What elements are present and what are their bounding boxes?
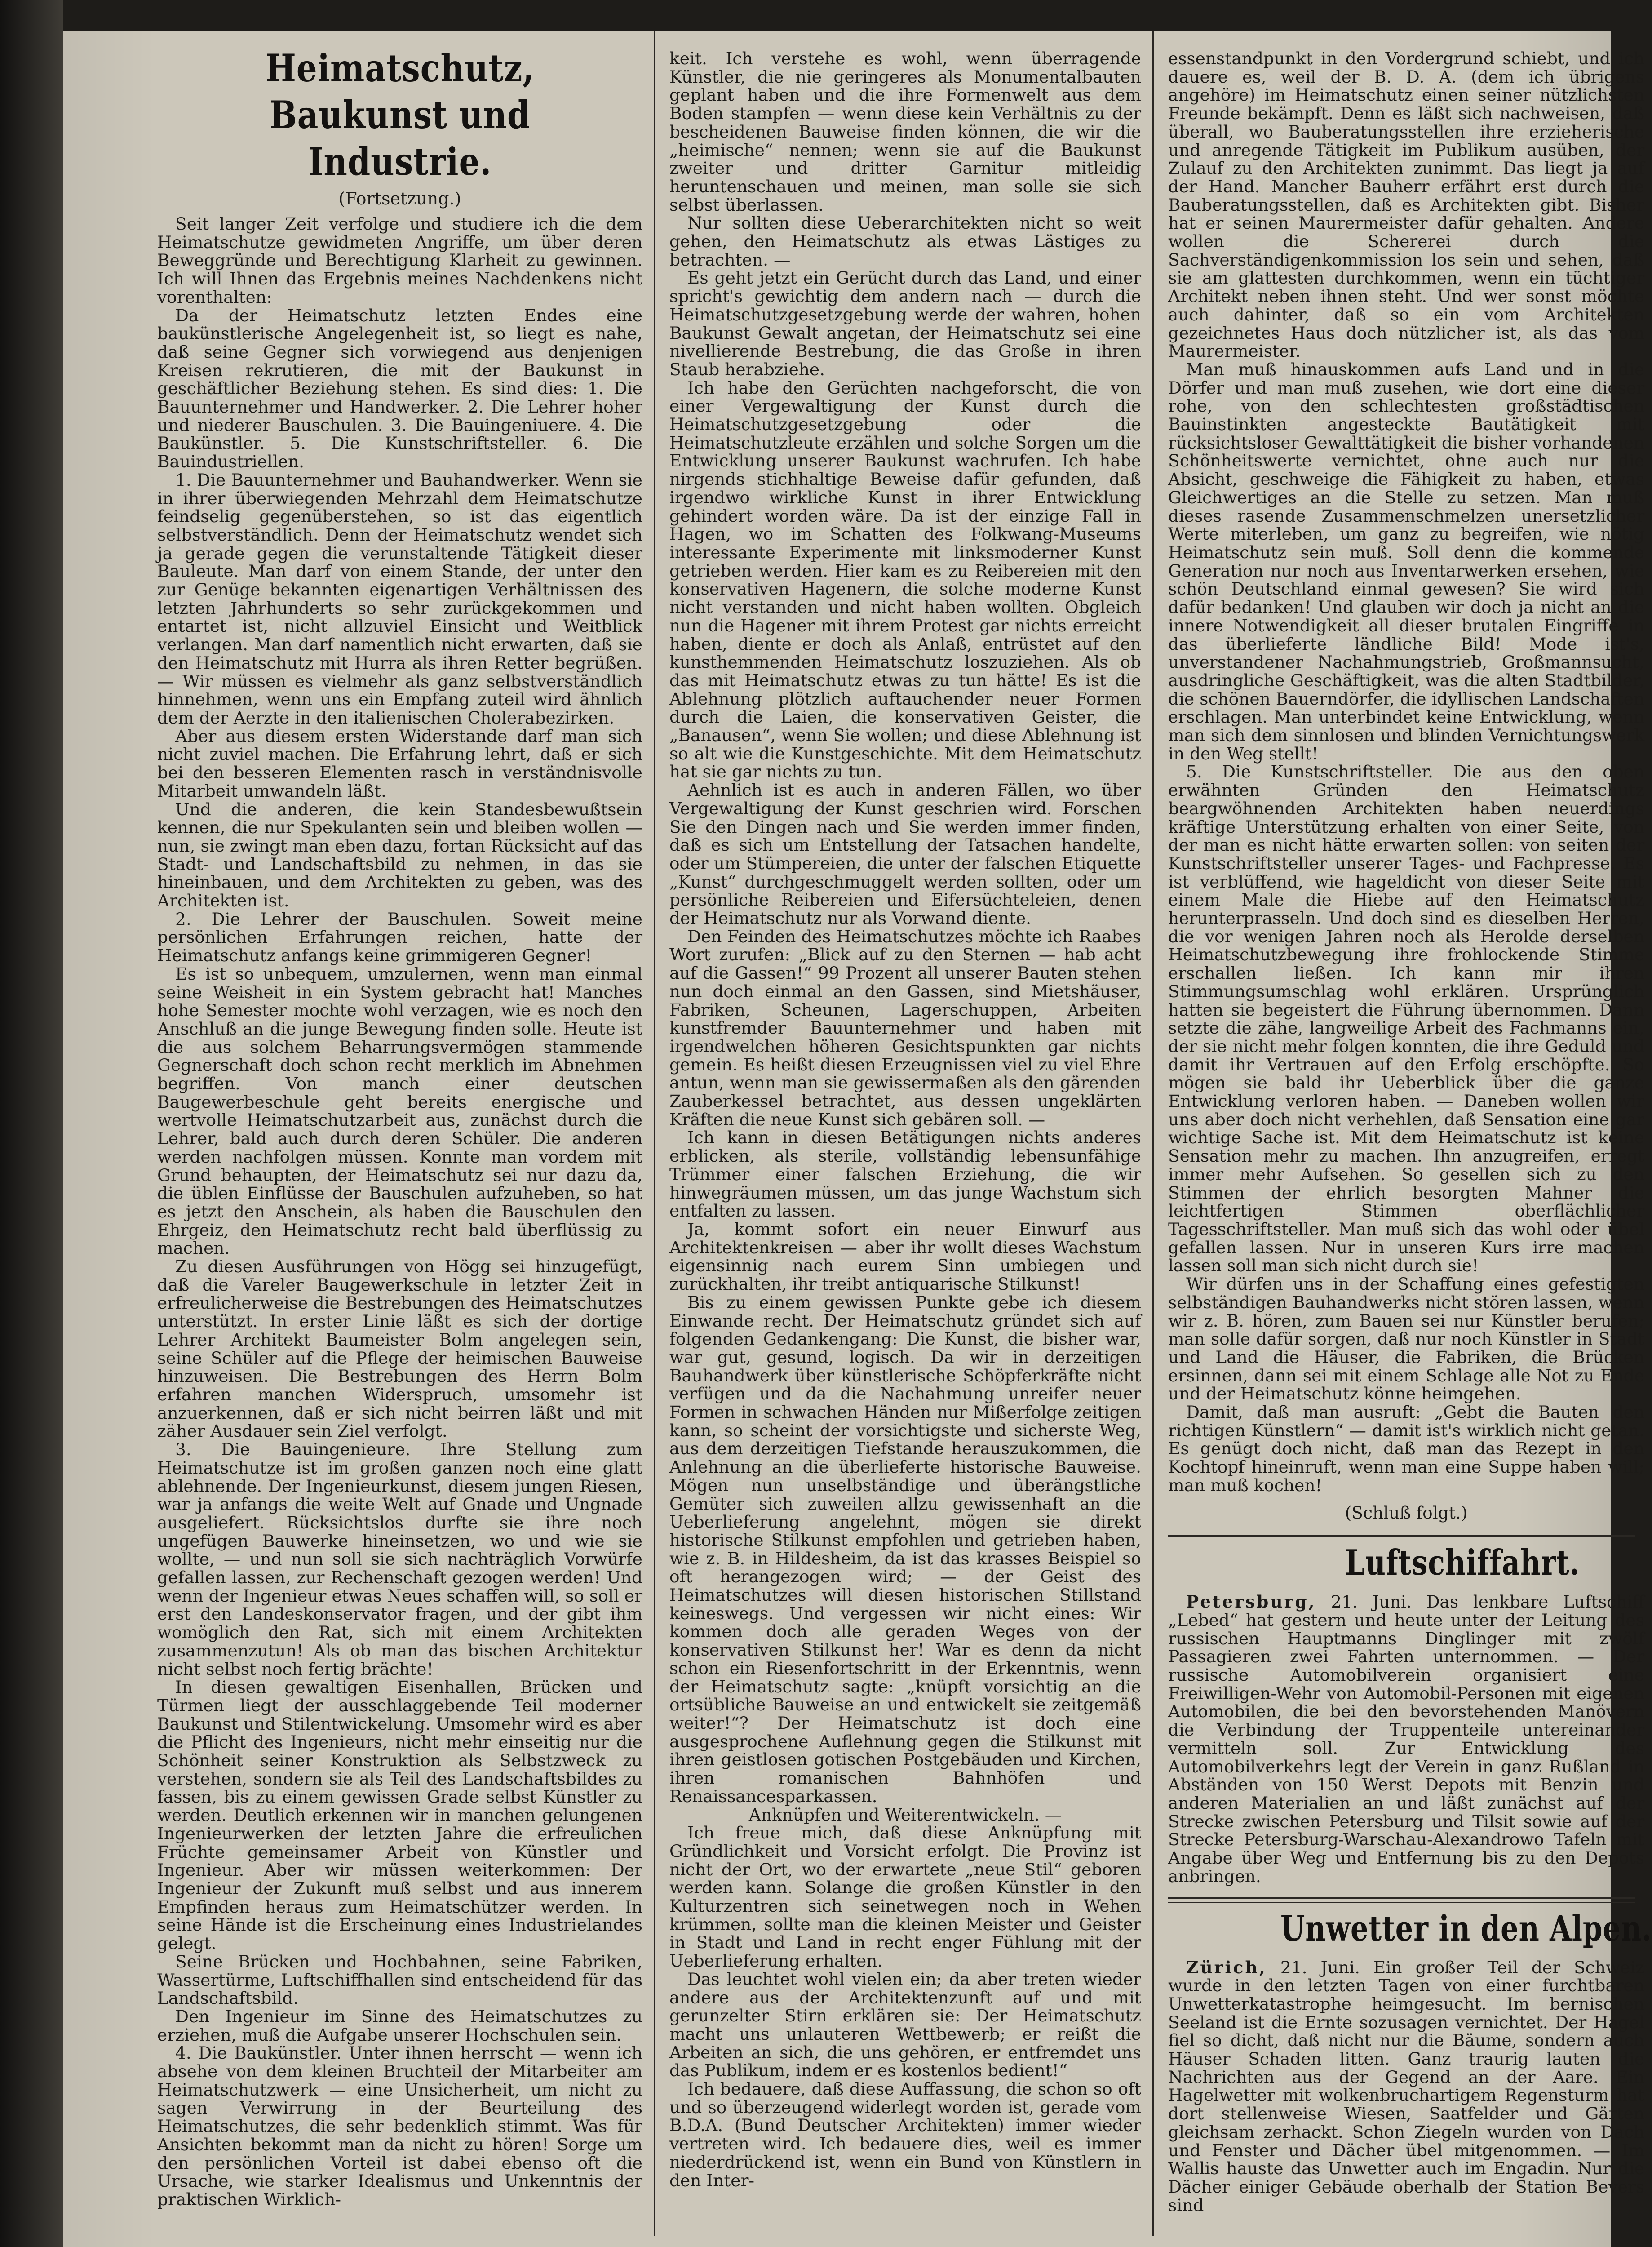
paragraph: Den Ingenieur im Sinne des Heimatschutzes zu erziehen, muß die Aufgabe unserer Hochschulen sein.	[157, 2006, 642, 2045]
paragraph: Ich bedauere, daß diese Auffassung, die schon so oft und so überzeugend widerlegt worden ist, gerade vom B.D.A. (Bund Deutscher Architekten) immer wieder vertreten wird. Ich bedauere dies, weil es immer niederdrückend ist, wenn ein Bund von Künstlern in den Inter-	[669, 2079, 1141, 2190]
section-title-storm: Unwetter in den Alpen.	[1280, 1908, 1652, 1949]
storm-report	[1168, 1958, 1644, 2215]
paragraph: 5. Die Kunstschriftsteller. Die aus den oben erwähnten Gründen den Heimatschutz beargwöhnenden Architekten haben neuerdings kräftige Unterstützung erhalten von einer Seite, von der man es nicht hätte erwarten sollen: von seiten der Kunstschriftsteller unserer Tages- und Fachpresse. Es ist verblüffend, wie hageldicht von dieser Seite mit einem Male die Hiebe auf den Heimatschutz herunterprasseln. Und doch sind es dieselben Herren, die vor wenigen Jahren noch als Herolde derselben Heimatschutzbewegung ihre frohlockende Stimme erschallen ließen. Ich kann mir ihren Stimmungsumschlag wohl erklären. Ursprünglich hatten sie begeistert die Führung übernommen. Dann setzte die zähe, langweilige Arbeit des Fachmanns ein, der sie nicht mehr folgen konnten, die ihre Geduld und damit ihr Vertrauen auf den Erfolg erschöpfte. So mögen sie bald ihr Ueberblick über die ganze Entwicklung verloren haben. — Daneben wollen wir uns aber doch nicht verhehlen, daß Sensation eine gar wichtige Sache ist. Mit dem Heimatschutz ist keine Sensation mehr zu machen. Ihn anzugreifen, erregt immer mehr Aufsehen. So gesellen sich zu den Stimmen der ehrlich besorgten Mahner die leichtfertigen Stimmen oberflächlicher Tagesschriftsteller. Man muß sich das wohl oder übel gefallen lassen. Nur in unseren Kurs irre machen lassen soll man sich nicht durch sie!	[1168, 762, 1644, 1276]
paragraph: Nur sollten diese Ueberarchitekten nicht so weit gehen, den Heimatschutz als etwas Lästiges zu betrachten. —	[669, 213, 1141, 270]
paragraph: Das leuchtet wohl vielen ein; da aber treten wieder andere aus der Architektenzunft auf und mit gerunzelter Stirn erklären sie: Der Heimatschutz macht uns unlauteren Wettbewerb; er reißt die Arbeiten an sich, die uns gehören, er entfremdet uns das Publikum, indem er es kostenlos bedient!“	[669, 1969, 1141, 2081]
storm-body: 21. Juni. Ein großer Teil der Schweiz wurde in den letzten Tagen von einer furchtbaren Unwetterkatastrophe heimgesucht. Im bernischen Seeland ist die Ernte sozusagen vernichtet. Der Hagel fiel so dicht, daß nicht nur die Bäume, sondern auch Häuser Schaden litten. Ganz traurig lauten die Nachrichten aus der Gegend an der Aare. Ein Hagelwetter mit wolkenbruchartigem Regensturm hat dort stellenweise Wiesen, Saatfelder und Gärten gleichsam zerhackt. Schon Ziegeln wurden von Dach und Fenster und Dächer übel mitgenommen. — Im Wallis hauste das Unwetter auch im Engadin. Nur die Dächer einiger Gebäude oberhalb der Station Bevers sind	[1168, 1957, 1644, 2215]
article-subtitle: (Fortsetzung.)	[338, 189, 461, 209]
dateline-place: Zürich,	[1186, 1957, 1267, 1977]
airship-body: 21. Juni. Das lenkbare Luftschiff „Lebed“ hat gestern und heute unter der Leitung des russischen Hauptmanns Dinglinger mit zwölf Passagieren zwei Fahrten unternommen. — Der russische Automobilverein organisiert eine Freiwilligen-Wehr von Automobil-Personen mit eigenen Automobilen, die bei den bevorstehenden Manövern die Verbindung der Truppenteile untereinander vermitteln soll. Zur Entwicklung des Automobilverkehrs legt der Verein in ganz Rußland in Abständen von 150 Werst Depots mit Benzin und anderen Materialien an und läßt zunächst auf der Strecke zwischen Petersburg und Tilsit sowie auf der Strecke Petersburg-Warschau-Alexandrowo Tafeln mit Angabe über Weg und Entfernung bis zu den Depots anbringen.	[1168, 1592, 1644, 1886]
paragraph: Es ist so unbequem, umzulernen, wenn man einmal seine Weisheit in ein System gebracht hat! Manches hohe Semester mochte wohl verzagen, wie es noch den Anschluß an die junge Bewegung finden solle. Heute ist die aus solchem Beharrungsvermögen stammende Gegnerschaft doch schon recht merklich im Abnehmen begriffen. Von manch einer deutschen Baugewerbeschule geht bereits energische und wertvolle Heimatschutzarbeit aus, zunächst durch die Lehrer, bald auch durch deren Schüler. Die anderen werden nachfolgen müssen. Konnte man vordem mit Grund behaupten, der Heimatschutz sei nur dazu da, die üblen Einflüsse der Bauschulen aufzuheben, so hat es jetzt den Anschein, als haben die Bauschulen den Ehrgeiz, den Heimatschutz recht bald überflüssig zu machen.	[157, 964, 642, 1258]
paragraph: Anknüpfen und Weiterentwickeln. —	[748, 1804, 1062, 1825]
paragraph: Ich freue mich, daß diese Anknüpfung mit Gründlichkeit und Vorsicht erfolgt. Die Provinz ist nicht der Ort, wo der erwartete „neue Stil“ geboren werden kann. Solange die großen Künstler in den Kulturzentren sich seinetwegen noch in Wehen krümmen, sollte man die kleinen Meister und Geister in Stadt und Land in recht enger Fühlung mit der Ueberlieferung erhalten.	[669, 1823, 1141, 1971]
paragraph: Aehnlich ist es auch in anderen Fällen, wo über Vergewaltigung der Kunst geschrien wird. Forschen Sie den Dingen nach und Sie werden immer finden, daß es sich um Entstellung der Tatsachen handelte, oder um Stümpereien, die unter der falschen Etiquette „Kunst“ durchgeschmuggelt werden sollten, oder um persönliche Reibereien und Eifersüchteleien, denen der Heimatschutz nur als Vorwand diente.	[669, 780, 1141, 928]
paragraph: Ja, kommt sofort ein neuer Einwurf aus Architektenkreisen — aber ihr wollt dieses Wachstum eigensinnig nach eurem Sinn umbiegen und zurückhalten, ihr treibt antiquarische Stilkunst!	[669, 1219, 1141, 1294]
paragraph: essenstandpunkt in den Vordergrund schiebt, und ich dauere es, weil der B. D. A. (dem ich übrigens angehöre) im Heimatschutz einen seiner nützlichsten Freunde bekämpft. Denn es läßt sich nachweisen, daß überall, wo Bauberatungsstellen ihre erzieherische und anregende Tätigkeit im Publikum ausüben, der Zulauf zu den Architekten zunimmt. Das liegt ja auf der Hand. Mancher Bauherr erfährt erst durch die Bauberatungsstellen, daß es Architekten gibt. Bisher hat er seinen Maurermeister dafür gehalten. Andere wollen die Schererei durch die Sachverständigenkommission los sein und sehen, daß sie am glattesten durchkommen, wenn ein tüchtiger Architekt neben ihnen steht. Und wer sonst möchte auch dahinter, daß so ein vom Architekten gezeichnetes Haus doch nützlicher ist, als das vom Maurermeister.	[1168, 49, 1644, 361]
article-title: Heimatschutz, Baukunst und Industrie.	[265, 46, 535, 184]
paragraph: Und die anderen, die kein Standesbewußtsein kennen, die nur Spekulanten sein und bleiben wollen — nun, sie zwingt man eben dazu, fortan Rücksicht auf das Stadt- und Landschaftsbild zu nehmen, in das sie hineinbauen, und dem Architekten zu geben, was des Architekten ist.	[157, 799, 642, 911]
paragraph: Man muß hinauskommen aufs Land und in die Dörfer und man muß zusehen, wie dort eine dieser rohe, von den schlechtesten großstädtischen Bauinstinkten angesteckte Bautätigkeit mit rücksichtsloser Gewalttätigkeit die bisher vorhandenen Schönheitswerte vernichtet, ohne auch nur die Absicht, geschweige die Fähigkeit zu haben, etwas Gleichwertiges an die Stelle zu setzen. Man muß dieses rasende Zusammenschmelzen unersetzlicher Werte miterleben, um ganz zu begreifen, wie nötig Heimatschutz sein muß. Soll denn die kommende Generation nur noch aus Inventarwerken ersehen, wie schön Deutschland einmal gewesen? Sie wird sich dafür bedanken! Und glauben wir doch ja nicht an die innere Notwendigkeit all dieser brutalen Eingriffe in das überlieferte ländliche Bild! Mode ist's, unverstandener Nachahmungstrieb, Großmannsucht, ausdringliche Geschäftigkeit, was die alten Stadtbilder, die schönen Bauerndörfer, die idyllischen Landschaften erschlagen. Man unterbindet keine Entwicklung, wenn man sich dem sinnlosen und blinden Vernichtungswerk in den Weg stellt!	[1168, 359, 1644, 764]
section-rule	[1168, 1902, 1635, 1903]
column-3	[1168, 49, 1652, 2215]
paragraph: Zu diesen Ausführungen von Högg sei hinzugefügt, daß die Vareler Baugewerkschule in letzter Zeit in erfreulicherweise die Bestrebungen des Heimatschutzes unterstützt. In erster Linie läßt es sich der dortige Lehrer Architekt Baumeister Bolm angelegen sein, seine Schüler auf die Pflege der heimischen Bauweise hinzuweisen. Die Bestrebungen des Herrn Bolm erfahren manchen Widerspruch, umsomehr ist anzuerkennen, daß er sich nicht beirren läßt und mit zäher Ausdauer sein Ziel verfolgt.	[157, 1257, 642, 1441]
paragraph: Den Feinden des Heimatschutzes möchte ich Raabes Wort zurufen: „Blick auf zu den Sternen — hab acht auf die Gassen!“ 99 Prozent all unserer Bauten stehen nun doch einmal an den Gassen, sind Mietshäuser, Fabriken, Scheunen, Lagerschuppen, Arbeiten kunstfremder Bauunternehmer und haben mit irgendwelchen höheren Gesichtspunkten gar nichts gemein. Es heißt diesen Erzeugnissen viel zu viel Ehre antun, wenn man sie gewissermaßen als den gärenden Zauberkessel betrachtet, aus dessen ungeklärten Kräften die neue Kunst sich gebären soll. —	[669, 926, 1141, 1129]
dateline-place: Petersburg,	[1186, 1592, 1316, 1612]
paragraph: 3. Die Bauingenieure. Ihre Stellung zum Heimatschutze ist im großen ganzen noch eine glatt ablehnende. Der Ingenieurkunst, diesem jungen Riesen, war ja anfangs die weite Welt auf Gnade und Ungnade ausgeliefert. Rücksichtslos durfte sie ihre noch ungefügen Bauwerke hineinsetzen, wo und wie sie wollte, — und nun soll sie sich nachträglich Vorwürfe gefallen lassen, zur Rechenschaft gezogen werden! Und wenn der Ingenieur etwas Neues schaffen will, so soll er erst den Landeskonservator fragen, und der gibt ihm womöglich den Rat, sich mit einem Architekten zusammenzutun! Als ob man das bischen Architektur nicht selbst noch fertig brächte!	[157, 1439, 642, 1679]
paragraph: In diesen gewaltigen Eisenhallen, Brücken und Türmen liegt der ausschlaggebende Teil moderner Baukunst und Stilentwickelung. Umsomehr wird es aber die Pflicht des Ingenieurs, nicht mehr einseitig nur die Schönheit seiner Konstruktion als Selbstzweck zu verstehen, sondern sie als Teil des Landschaftsbildes zu fassen, bis zu einem gewissen Grade selbst Künstler zu werden. Deutlich erkennen wir in manchen gelungenen Ingenieurwerken der letzten Jahre die erfreulichen Früchte gemeinsamer Arbeit von Künstler und Ingenieur. Aber wir müssen weiterkommen: Der Ingenieur der Zukunft muß selbst und aus innerem Empfinden heraus zum Heimatschützer werden. In seine Hände ist die Erscheinung eines Industrielandes gelegt.	[157, 1677, 642, 1954]
paragraph: Seine Brücken und Hochbahnen, seine Fabriken, Wassertürme, Luftschiffhallen sind entscheidend für das Landschaftsbild.	[157, 1951, 642, 2008]
column-1	[157, 31, 642, 2209]
paragraph: Da der Heimatschutz letzten Endes eine baukünstlerische Angelegenheit ist, so liegt es nahe, daß seine Gegner sich vorwiegend aus denjenigen Kreisen rekrutieren, die mit der Baukunst in geschäftlicher Beziehung stehen. Es sind dies: 1. Die Bauunternehmer und Handwerker. 2. Die Lehrer hoher und niederer Bauschulen. 3. Die Bauingeniuere. 4. Die Baukünstler. 5. Die Kunstschriftsteller. 6. Die Bauindustriellen.	[157, 305, 642, 472]
book-binding	[0, 0, 63, 2247]
paragraph: Ich habe den Gerüchten nachgeforscht, die von einer Vergewaltigung der Kunst durch die Heimatschutzgesetzgebung oder die Heimatschutzleute erzählen und solche Sorgen um die Entwicklung unserer Baukunst wachrufen. Ich habe nirgends stichhaltige Beweise dafür gefunden, daß irgendwo wirkliche Kunst in ihrer Entwicklung gehindert worden wäre. Da ist der einzige Fall in Hagen, wo im Schatten des Folkwang-Museums interessante Experimente mit linksmoderner Kunst getrieben werden. Hier kam es zu Reibereien mit den konservativen Hagenern, die solche moderne Kunst nicht verstanden und nicht haben wollten. Obgleich nun die Hagener mit ihrem Protest gar nichts erreicht haben, diente er doch als Anlaß, entrüstet auf den kunsthemmenden Heimatschutz loszuziehen. Als ob das mit Heimatschutz etwas zu tun hätte! Es ist die Ablehnung plötzlich auftauchender neuer Formen durch die Laien, die konservativen Geister, die „Banausen“, wenn Sie wollen; und diese Ablehnung ist so alt wie die Kunstgeschichte. Mit dem Heimatschutz hat sie gar nichts zu tun.	[669, 377, 1141, 782]
paragraph: keit. Ich verstehe es wohl, wenn überragende Künstler, die nie geringeres als Monumentalbauten geplant haben und die ihre Formenwelt aus dem Boden stampfen — wenn diese kein Verhältnis zu der bescheidenen Bauweise finden können, die wir die „heimische“ nennen; wenn sie auf die Baukunst zweiter und dritter Garnitur mitleidig heruntenschauen und meinen, man solle sie sich selbst überlassen.	[669, 49, 1141, 215]
airship-report	[1168, 1593, 1644, 1885]
paragraph: 1. Die Bauunternehmer und Bauhandwerker. Wenn sie in ihrer überwiegenden Mehrzahl dem Heimatschutze feindselig gegenüberstehen, so ist das eigentlich selbstverständlich. Denn der Heimatschutz wendet sich ja gerade gegen die verunstaltende Tätigkeit dieser Bauleute. Man darf von einem Stande, der unter den zur Genüge bekannten eigenartigen Verhältnissen des letzten Jahrhunderts so sehr zurückgekommen und entartet ist, nicht allzuviel Einsicht und Weitblick verlangen. Man darf namentlich nicht erwarten, daß sie den Heimatschutz mit Hurra als ihren Retter begrüßen. — Wir müssen es vielmehr als ganz selbstverständlich hinnehmen, wenn uns ein Empfang zuteil wird ähnlich dem der Aerzte in den italienischen Cholerabezirken.	[157, 470, 642, 728]
paragraph: Aber aus diesem ersten Widerstande darf man sich nicht zuviel machen. Die Erfahrung lehrt, daß er sich bei den besseren Elementen rasch in verständnisvolle Mitarbeit umwandeln läßt.	[157, 726, 642, 801]
section-title-airship: Luftschiffahrt.	[1345, 1542, 1580, 1584]
paragraph: 2. Die Lehrer der Bauschulen. Soweit meine persönlichen Erfahrungen reichen, hatte der Heimatschutz anfangs keine grimmigeren Gegner!	[157, 909, 642, 966]
section-rule	[1168, 1897, 1635, 1899]
section-rule	[1168, 1535, 1635, 1537]
paragraph: Es geht jetzt ein Gerücht durch das Land, und einer spricht's gewichtig dem andern nach — durch die Heimatschutzgesetzgebung werde der wahren, hohen Baukunst Gewalt angetan, der Heimatschutz sei eine nivellierende Bestrebung, die das Große in ihren Staub herabziehe.	[669, 268, 1141, 379]
paragraph: Wir dürfen uns in der Schaffung eines gefestigten selbständigen Bauhandwerks nicht stören lassen, wenn wir z. B. hören, zum Bauen sei nur Künstler berufen; man solle dafür sorgen, daß nur noch Künstler in Stadt und Land die Häuser, die Fabriken, die Brücken ersinnen, dann sei mit einem Schlage alle Not zu Ende und der Heimatschutz könne heimgehen.	[1168, 1274, 1644, 1404]
column-rule-1	[654, 31, 655, 2236]
paragraph: Bis zu einem gewissen Punkte gebe ich diesem Einwande recht. Der Heimatschutz gründet sich auf folgenden Gedankengang: Die Kunst, die bisher war, war gut, gesund, logisch. Da wir in derzeitigen Bauhandwerk über künstlerische Schöpferkräfte nicht verfügen und da die Nachahmung unreifer neuer Formen in schwachen Händen nur Mißerfolge zeitigen kann, so scheint der vorsichtigste und sicherste Weg, aus dem derzeitigen Tiefstande herauszukommen, die Anlehnung an die überlieferte historische Bauweise. Mögen nun unselbständige und überängstliche Gemüter sich zuweilen allzu gewissenhaft an die Ueberlieferung angelehnt, mögen sie direkt historische Stilkunst empfohlen und getrieben haben, wie z. B. in Hildesheim, da ist das krasses Beispiel so oft herangezogen wird; — der Geist des Heimatschutzes will diesen historischen Stillstand keineswegs. Und vergessen wir nicht eines: Wir kommen doch alle geraden Weges von der konservativen Stilkunst her! War es denn da nicht schon ein Riesenfortschritt in der Erkenntnis, wenn der Heimatschutz sagte: „knüpft vorsichtig an die ortsübliche Bauweise an und entwickelt sie zeitgemäß weiter!“? Der Heimatschutz ist doch eine ausgesprochene Auflehnung gegen die Stilkunst mit ihren geistlosen gotischen Postgebäuden und Kirchen, ihren romanischen Bahnhöfen und Renaissancesparkassen.	[669, 1292, 1141, 1806]
column-2	[669, 49, 1141, 2189]
column-rule-2	[1152, 31, 1154, 2236]
article-continuation-note: (Schluß folgt.)	[1345, 1502, 1468, 1523]
paragraph: Damit, daß man ausruft: „Gebt die Bauten den richtigen Künstlern“ — damit ist's wirklich nicht getan. Es genügt doch nicht, daß man das Rezept in den Kochtopf hineinruft, wenn man eine Suppe haben will; man muß kochen!	[1168, 1402, 1644, 1495]
paragraph: Seit langer Zeit verfolge und studiere ich die dem Heimatschutze gewidmeten Angriffe, um über deren Beweggründe und Berechtigung Klarheit zu gewinnen. Ich will Ihnen das Ergebnis meines Nachdenkens nicht vorenthalten:	[157, 214, 642, 307]
paragraph: 4. Die Baukünstler. Unter ihnen herrscht — wenn ich absehe von dem kleinen Bruchteil der Mitarbeiter am Heimatschutzwerk — eine Unsicherheit, um nicht zu sagen Verwirrung in der Beurteilung des Heimatschutzes, die sehr bedenklich stimmt. Was für Ansichten bekommt man da nicht zu hören! Sorge um den persönlichen Vorteil ist dabei ebenso oft die Ursache, wie starker Idealismus und Unkenntnis der praktischen Wirklich-	[157, 2043, 642, 2209]
paragraph: Ich kann in diesen Betätigungen nichts anderes erblicken, als sterile, vollständig lebensunfähige Trümmer einer falschen Erziehung, die wir hinwegräumen müssen, um das junge Wachstum sich entfalten zu lassen.	[669, 1128, 1141, 1221]
newspaper-page	[63, 31, 1652, 2247]
